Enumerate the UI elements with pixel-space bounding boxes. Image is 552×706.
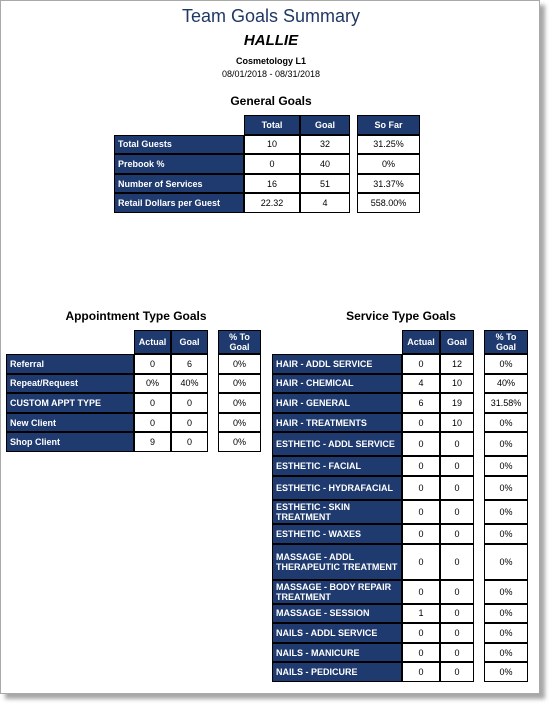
column-header: Total: [244, 115, 300, 135]
cell-value: 0: [402, 500, 440, 524]
row-label: NAILS - ADDL SERVICE: [272, 623, 402, 643]
table-row: [6, 413, 261, 433]
row-label: Retail Dollars per Guest: [114, 193, 244, 213]
column-header: Goal: [171, 330, 208, 354]
cell-value: 31.25%: [357, 135, 420, 155]
row-label: New Client: [6, 413, 134, 433]
table-row: [114, 135, 420, 155]
row-label: ESTHETIC - SKIN TREATMENT: [272, 500, 402, 524]
cell-value: 0: [440, 456, 474, 476]
cell-value: 0%: [484, 544, 528, 580]
column-header: So Far: [357, 115, 420, 135]
cell-value: 0: [171, 393, 208, 413]
column-header: Goal: [300, 115, 350, 135]
employee-name: HALLIE: [243, 32, 299, 49]
row-label: Repeat/Request: [6, 374, 134, 394]
cell-value: 0: [134, 393, 171, 413]
cell-value: 0%: [484, 500, 528, 524]
appointment-type-goals-title: Appointment Type Goals: [65, 309, 207, 323]
row-label: ESTHETIC - WAXES: [272, 524, 402, 544]
row-label: HAIR - GENERAL: [272, 393, 402, 413]
cell-value: 0: [171, 413, 208, 433]
table-row: [272, 580, 528, 604]
cell-value: 16: [244, 174, 300, 194]
general-goals-header-row: [114, 115, 420, 135]
appointment-header-row: [6, 330, 261, 354]
cell-value: 0%: [357, 154, 420, 174]
cell-value: 0%: [484, 432, 528, 456]
cell-value: 0: [134, 354, 171, 374]
row-label: MASSAGE - ADDL THERAPEUTIC TREATMENT: [272, 544, 402, 580]
cell-value: 32: [300, 135, 350, 155]
cell-value: 0: [440, 662, 474, 682]
cell-value: 40: [300, 154, 350, 174]
cell-value: 0: [402, 643, 440, 663]
row-label: Prebook %: [114, 154, 244, 174]
table-row: [272, 354, 528, 374]
row-label: CUSTOM APPT TYPE: [6, 393, 134, 413]
table-row: [272, 623, 528, 643]
cell-value: 0: [440, 544, 474, 580]
cell-value: 0: [244, 154, 300, 174]
row-label: Referral: [6, 354, 134, 374]
employee-level: Cosmetology L1: [235, 56, 306, 66]
cell-value: 9: [134, 432, 171, 452]
column-header: Goal: [440, 330, 474, 354]
table-row: [114, 154, 420, 174]
table-row: [272, 544, 528, 580]
table-row: [6, 374, 261, 394]
cell-value: 0%: [484, 413, 528, 433]
service-type-goals-title: Service Type Goals: [346, 309, 456, 323]
row-label: HAIR - CHEMICAL: [272, 374, 402, 394]
service-type-goals-table: [272, 330, 528, 682]
cell-value: 0: [440, 643, 474, 663]
column-header: Actual: [402, 330, 440, 354]
cell-value: 0: [440, 500, 474, 524]
cell-value: 40%: [484, 374, 528, 394]
row-label: Number of Services: [114, 174, 244, 194]
table-row: [6, 393, 261, 413]
cell-value: 6: [171, 354, 208, 374]
cell-value: 0%: [484, 580, 528, 604]
cell-value: 22.32: [244, 193, 300, 213]
cell-value: 0%: [218, 374, 261, 394]
cell-value: 0: [440, 524, 474, 544]
row-label: ESTHETIC - HYDRAFACIAL: [272, 476, 402, 500]
cell-value: 10: [440, 374, 474, 394]
column-header: % To Goal: [484, 330, 528, 354]
cell-value: 4: [402, 374, 440, 394]
table-row: [272, 662, 528, 682]
cell-value: 0%: [484, 604, 528, 624]
row-label: MASSAGE - SESSION: [272, 604, 402, 624]
cell-value: 0: [402, 580, 440, 604]
table-row: [272, 374, 528, 394]
cell-value: 10: [440, 413, 474, 433]
table-row: [114, 174, 420, 194]
cell-value: 1: [402, 604, 440, 624]
cell-value: 0: [134, 413, 171, 433]
cell-value: 0%: [484, 476, 528, 500]
table-row: [6, 354, 261, 374]
row-label: NAILS - MANICURE: [272, 643, 402, 663]
cell-value: 0%: [484, 623, 528, 643]
row-label: ESTHETIC - FACIAL: [272, 456, 402, 476]
cell-value: 0%: [484, 643, 528, 663]
row-label: HAIR - TREATMENTS: [272, 413, 402, 433]
row-label: Shop Client: [6, 432, 134, 452]
cell-value: 0: [440, 580, 474, 604]
row-label: Total Guests: [114, 135, 244, 155]
cell-value: 40%: [171, 374, 208, 394]
column-header: % To Goal: [218, 330, 261, 354]
table-row: [272, 393, 528, 413]
table-row: [272, 604, 528, 624]
general-goals-table: [114, 115, 420, 213]
table-row: [272, 524, 528, 544]
cell-value: 0: [402, 662, 440, 682]
cell-value: 0: [402, 623, 440, 643]
table-row: [272, 432, 528, 456]
cell-value: 0: [402, 476, 440, 500]
service-header-row: [272, 330, 528, 354]
row-label: ESTHETIC - ADDL SERVICE: [272, 432, 402, 456]
cell-value: 0%: [484, 662, 528, 682]
general-goals-title: General Goals: [230, 94, 312, 108]
cell-value: 0%: [484, 524, 528, 544]
cell-value: 0: [402, 544, 440, 580]
cell-value: 31.37%: [357, 174, 420, 194]
cell-value: 558.00%: [357, 193, 420, 213]
cell-value: 0%: [218, 393, 261, 413]
cell-value: 0: [402, 432, 440, 456]
report-title: Team Goals Summary: [181, 6, 361, 26]
cell-value: 0%: [484, 354, 528, 374]
cell-value: 31.58%: [484, 393, 528, 413]
cell-value: 0: [402, 456, 440, 476]
table-row: [272, 456, 528, 476]
cell-value: 0%: [484, 456, 528, 476]
date-range: 08/01/2018 - 08/31/2018: [221, 69, 321, 79]
cell-value: 0%: [218, 354, 261, 374]
cell-value: 19: [440, 393, 474, 413]
cell-value: 10: [244, 135, 300, 155]
cell-value: 4: [300, 193, 350, 213]
cell-value: 0: [440, 432, 474, 456]
row-label: NAILS - PEDICURE: [272, 662, 402, 682]
table-row: [272, 413, 528, 433]
cell-value: 0: [402, 413, 440, 433]
cell-value: 0%: [134, 374, 171, 394]
cell-value: 0: [402, 524, 440, 544]
table-row: [272, 500, 528, 524]
cell-value: 0%: [218, 413, 261, 433]
cell-value: 0: [402, 354, 440, 374]
row-label: HAIR - ADDL SERVICE: [272, 354, 402, 374]
table-row: [6, 432, 261, 452]
table-row: [114, 193, 420, 213]
table-row: [272, 476, 528, 500]
cell-value: 0: [440, 476, 474, 500]
cell-value: 0: [440, 623, 474, 643]
cell-value: 51: [300, 174, 350, 194]
row-label: MASSAGE - BODY REPAIR TREATMENT: [272, 580, 402, 604]
cell-value: 0: [171, 432, 208, 452]
cell-value: 0%: [218, 432, 261, 452]
table-row: [272, 643, 528, 663]
cell-value: 6: [402, 393, 440, 413]
cell-value: 0: [440, 604, 474, 624]
cell-value: 12: [440, 354, 474, 374]
column-header: Actual: [134, 330, 171, 354]
appointment-type-goals-table: [6, 330, 261, 452]
